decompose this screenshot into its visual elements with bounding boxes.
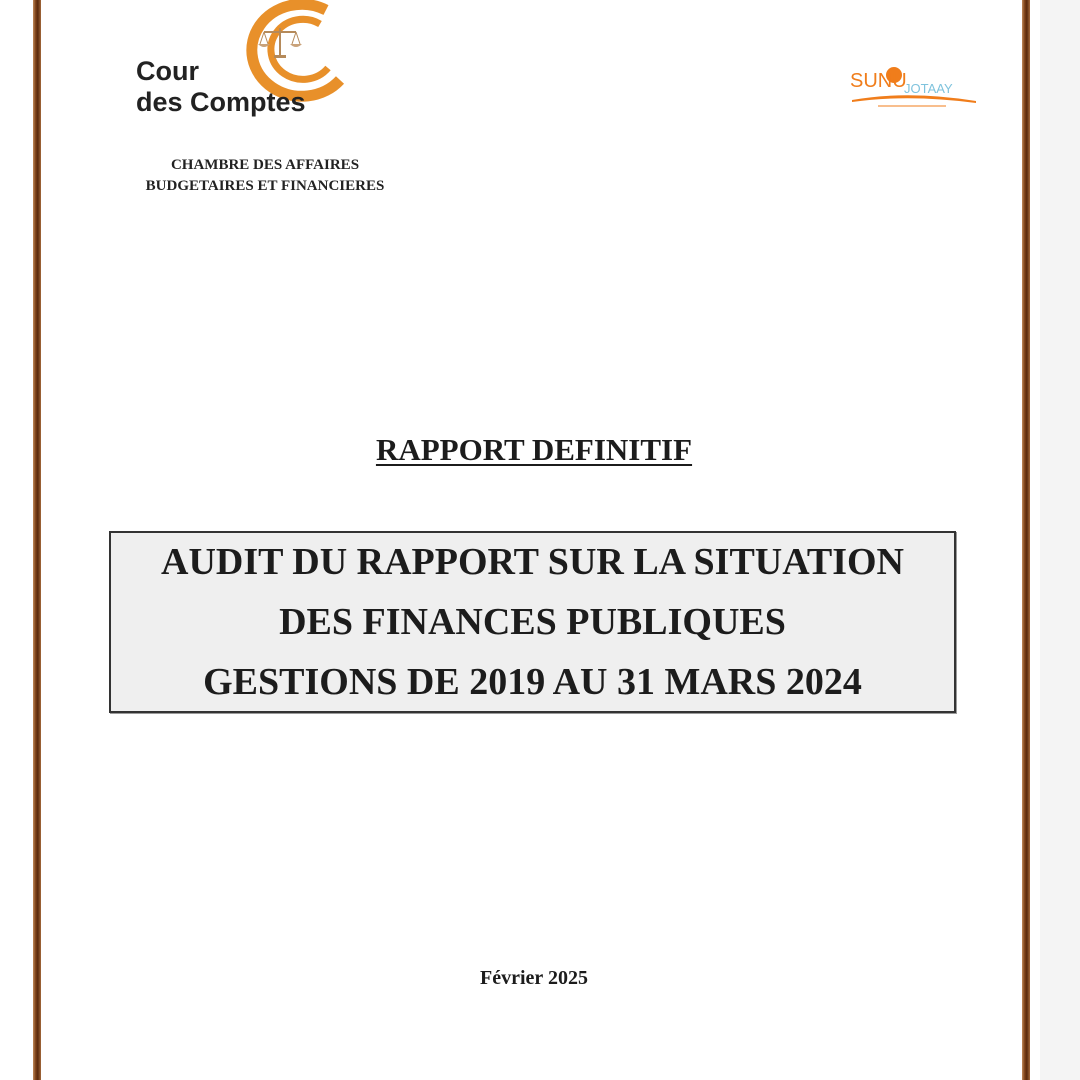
report-kind-label: RAPPORT DEFINITIF: [375, 432, 693, 467]
chamber-line-1: CHAMBRE DES AFFAIRES: [170, 157, 360, 173]
chamber-name: [100, 155, 430, 197]
report-title-line-3: GESTIONS DE 2019 AU 31 MARS 2024: [203, 661, 862, 703]
report-title-box: [109, 531, 956, 713]
page-edge: [1040, 0, 1080, 1080]
page-border-left: [33, 0, 41, 1080]
report-kind: [0, 432, 1068, 468]
chamber-line-2: BUDGETAIRES ET FINANCIERES: [145, 178, 385, 194]
report-title-line-1: AUDIT DU RAPPORT SUR LA SITUATION: [161, 541, 904, 583]
report-title-line-2: DES FINANCES PUBLIQUES: [279, 601, 786, 643]
sunu-jotaay-logo: [848, 66, 980, 110]
page-border-right: [1022, 0, 1030, 1080]
logo-word-jotaay: JOTAAY: [904, 81, 953, 96]
logo-word-des-comptes: des Comptes: [136, 87, 306, 117]
logo-word-sunu: SUNU: [850, 70, 907, 92]
report-date: Février 2025: [480, 967, 588, 989]
cour-des-comptes-logo: [130, 0, 380, 125]
logo-word-cour: Cour: [136, 56, 199, 86]
